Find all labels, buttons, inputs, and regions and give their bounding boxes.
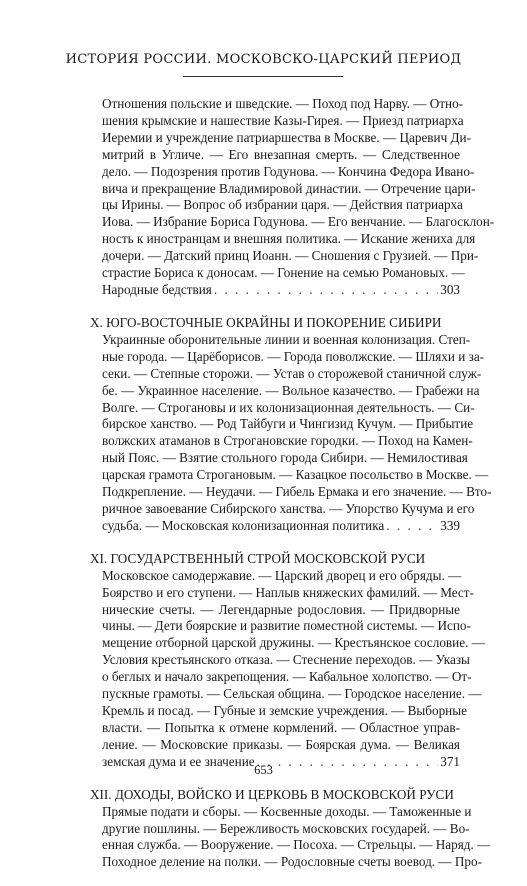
chapter-contents [90,96,495,299]
toc-line: Прямые подати и сборы. — Косвенные доходы. — Таможенные и [102,803,472,819]
toc-line: бе. — Украинное население. — Вольное казачество. — Грабежи на [102,382,480,398]
toc-page-number: 371 [440,753,460,769]
toc-line: ный Пояс. — Взятие стольного города Сибири. — Немилостивая [102,450,468,466]
chapter-title: XII. ДОХОДЫ, ВОЙСКО И ЦЕРКОВЬ В МОСКОВСКОЙ РУСИ [90,786,454,802]
toc-line-text: Народные бедствия [102,281,212,297]
toc-line: Украинные оборонительные линии и военная колонизация. Степ- [102,331,471,347]
toc-line: Московское самодержавие. — Царский дворец и его обряды. — [102,567,462,583]
toc-line: мещение отборной царской дружины. — Крестьянское сословие. — [102,635,485,651]
toc-line: страстие Бориса к доносам. — Гонение на семью Романовых. — [102,265,465,281]
toc-line: бирское ханство. — Род Тайбуги и Чингизид Кучум. — Прибытие [102,416,474,432]
toc-line: ность к иностранцам и внешняя политика. — Искание жениха для [102,231,476,247]
toc-line: вича и прекращение Владимировой династии. — Отречение цари- [102,180,476,196]
toc-page-number: 303 [440,281,460,297]
toc-line: нические счеты. — Легендарные родословия. — Придворные [102,601,460,617]
running-header: ИСТОРИЯ РОССИИ. МОСКОВСКО-ЦАРСКИЙ ПЕРИОД [65,52,462,67]
toc-line: другие пошлины. — Бережливость московских государей. — Во- [102,820,470,836]
toc-line: Условия крестьянского отказа. — Стеснение переходов. — Указы [102,652,470,668]
chapter-contents [90,567,485,771]
toc-section [90,786,491,872]
toc-section [90,314,492,535]
chapter-contents [90,803,491,872]
toc-section [90,550,485,771]
toc-line: шения крымские и нашествие Казы-Гирея. — Приезд патриарха [102,112,464,128]
toc-line: Иова. — Избрание Бориса Годунова. — Его венчание. — Благосклон- [102,214,495,230]
dot-leader [386,518,438,535]
dot-leader [214,282,438,299]
toc-line: пускные грамоты. — Сельская община. — Городское население. — [102,686,482,702]
toc-line: о беглых и начало закрепощения. — Кабальное холопство. — От- [102,669,472,685]
toc-line: дочери. — Датский принц Иоанн. — Сношения с Грузией. — При- [102,248,479,264]
toc-line: Боярство и его ступени. — Наплыв княжеских фамилий. — Мест- [102,584,474,600]
toc-line [102,518,460,535]
toc-line-text: земская дума и ее значение [102,753,255,769]
toc-line: ные города. — Царёборисов. — Города поволжские. — Шляхи и за- [102,348,485,364]
toc-line: митрий в Угличе. — Его внезапная смерть. — Следственное [102,146,460,162]
chapter-title: X. ЮГО-ВОСТОЧНЫЕ ОКРАЙНЫ И ПОКОРЕНИЕ СИБИРИ [90,314,442,330]
toc-page-number: 339 [440,517,460,533]
page-number: 653 [254,763,273,777]
toc-line: Отношения польские и шведские. — Поход под Нарву. — Отно- [102,96,464,111]
chapter-title: XI. ГОСУДАРСТВЕННЫЙ СТРОЙ МОСКОВСКОЙ РУСИ [90,550,426,566]
toc-line: секи. — Степные сторожи. — Устав о сторожевой станичной служ- [102,365,482,381]
toc-line: ричное завоевание Сибирского ханства. — Упорство Кучума и его [102,500,475,516]
toc-line: Иеремии и учреждение патриаршества в Москве. — Царевич Ди- [102,129,471,145]
toc-line: власти. — Попытка к отмене кормлений. — Областное управ- [102,719,460,735]
toc-line: дело. — Подозрения против Годунова. — Кончина Федора Ивано- [102,163,475,179]
toc-line-text: судьба. — Московская колонизационная политика [102,517,385,533]
toc-line: Подкрепление. — Неудачи. — Гибель Ермака и его значение. — Вто- [102,484,492,500]
toc-line: чины. — Дети боярские и развитие поместной системы. — Испо- [102,618,471,634]
toc-line [102,282,460,299]
toc-section [90,96,495,299]
toc-line: царская грамота Строгановым. — Казацкое посольство в Москве. — [102,467,489,483]
chapter-contents [90,331,492,535]
toc-line: ление. — Московские приказы. — Боярская дума. — Великая [102,736,460,752]
toc-line: енная служба. — Вооружение. — Посоха. — Стрельцы. — Наряд. — [102,837,491,853]
header-rule [183,76,343,77]
toc-line: Волге. — Строгановы и их колонизационная деятельность. — Си- [102,399,475,415]
toc-line: цы Ирины. — Вопрос об избрании царя. — Действия патриарха [102,197,463,213]
toc-line: Кремль и посад. — Губные и земские учреждения. — Выборные [102,703,467,718]
toc-line: Походное деление на полки. — Родословные счеты воевод. — Про- [102,854,482,870]
toc-line: волжских атаманов в Строгановские городки. — Поход на Камен- [102,433,473,449]
